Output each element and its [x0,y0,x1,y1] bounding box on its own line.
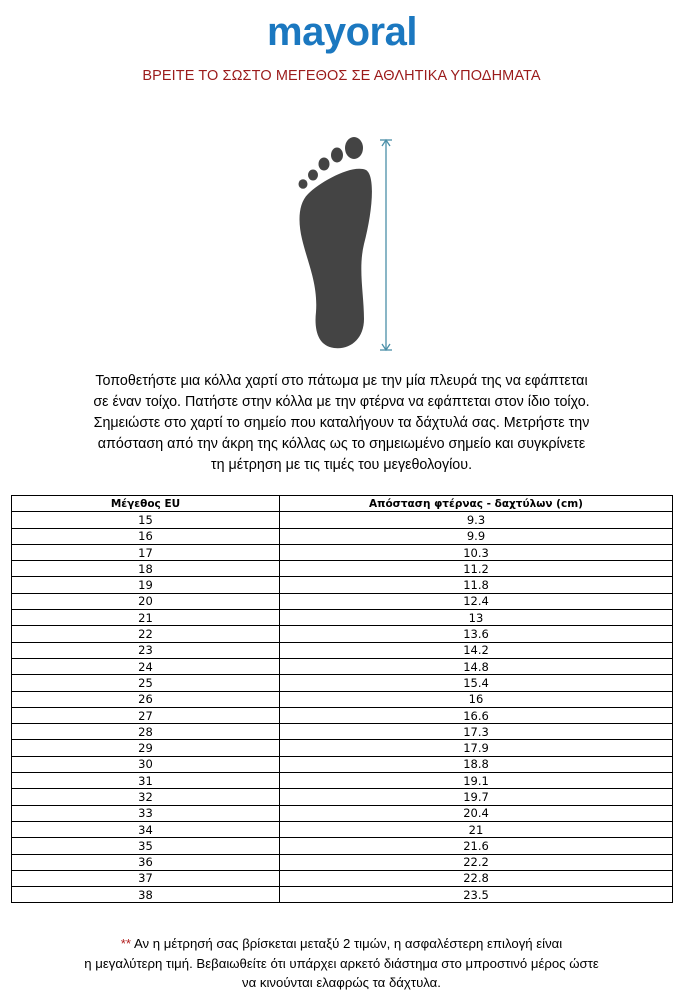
instruction-line: Τοποθετήστε μια κόλλα χαρτί στο πάτωμα με την μία πλευρά της να εφάπτεται [95,373,588,389]
cell-eu-size: 26 [12,691,280,707]
cell-eu-size: 33 [12,805,280,821]
table-row [12,740,673,756]
cell-length: 12.4 [280,593,673,609]
cell-eu-size: 15 [12,512,280,528]
cell-eu-size: 25 [12,675,280,691]
table-row [12,707,673,723]
cell-eu-size: 29 [12,740,280,756]
table-row [12,577,673,593]
table-row [12,691,673,707]
instructions-text [58,371,625,476]
cell-eu-size: 31 [12,773,280,789]
cell-length: 19.7 [280,789,673,805]
footnote-line-1: Αν η μέτρησή σας βρίσκεται μεταξύ 2 τιμών, η ασφαλέστερη επιλογή είναι [133,936,563,951]
cell-length: 23.5 [280,887,673,903]
cell-length: 14.8 [280,658,673,674]
cell-length: 9.3 [280,512,673,528]
table-row [12,805,673,821]
header-eu-size: Μέγεθος EU [12,496,280,512]
footnote-line-3: να κινούνται ελαφρώς τα δάχτυλα. [242,975,441,990]
instruction-line: Σημειώστε στο χαρτί το σημείο που καταλήγουν τα δάχτυλά σας. Μετρήστε την [93,415,590,431]
cell-length: 21 [280,821,673,837]
cell-eu-size: 28 [12,724,280,740]
cell-eu-size: 18 [12,561,280,577]
cell-eu-size: 23 [12,642,280,658]
brand-name: mayoral [267,10,417,54]
header-length: Απόσταση φτέρνας - δαχτύλων (cm) [280,496,673,512]
cell-length: 19.1 [280,773,673,789]
cell-length: 11.8 [280,577,673,593]
cell-eu-size: 24 [12,658,280,674]
table-row [12,675,673,691]
table-row [12,642,673,658]
cell-length: 14.2 [280,642,673,658]
cell-eu-size: 21 [12,610,280,626]
cell-length: 13.6 [280,626,673,642]
table-row [12,626,673,642]
instruction-line: τη μέτρηση με τις τιμές του μεγεθολογίου. [210,457,473,473]
cell-eu-size: 36 [12,854,280,870]
page-title: ΒΡΕΙΤΕ ΤΟ ΣΩΣΤΟ ΜΕΓΕΘΟΣ ΣΕ ΑΘΛΗΤΙΚΑ ΥΠΟΔΗΜΑΤΑ [142,68,541,84]
table-row [12,658,673,674]
cell-length: 17.9 [280,740,673,756]
footnote-stars: ** [120,936,131,951]
table-row [12,610,673,626]
footnote [0,934,683,993]
mayoral-logo [0,6,683,56]
foot-icon [299,137,372,348]
cell-length: 20.4 [280,805,673,821]
instruction-line: σε έναν τοίχο. Πατήστε στην κόλλα με την φτέρνα να εφάπτεται στον ίδιο τοίχο. [93,394,590,410]
table-row [12,838,673,854]
table-header-row [12,496,673,512]
cell-eu-size: 19 [12,577,280,593]
cell-length: 22.2 [280,854,673,870]
cell-eu-size: 38 [12,887,280,903]
cell-eu-size: 22 [12,626,280,642]
cell-length: 10.3 [280,544,673,560]
table-row [12,724,673,740]
cell-length: 21.6 [280,838,673,854]
cell-eu-size: 30 [12,756,280,772]
table-row [12,887,673,903]
cell-length: 16.6 [280,707,673,723]
footnote-line-2: η μεγαλύτερη τιμή. Βεβαιωθείτε ότι υπάρχει αρκετό διάστημα στο μπροστινό μέρος ώστε [84,955,599,971]
cell-eu-size: 35 [12,838,280,854]
table-row [12,593,673,609]
cell-length: 13 [280,610,673,626]
cell-length: 17.3 [280,724,673,740]
cell-length: 15.4 [280,675,673,691]
cell-eu-size: 27 [12,707,280,723]
table-row [12,756,673,772]
table-row [12,561,673,577]
instruction-line: απόσταση από την άκρη της κόλλας ως το σημειωμένο σημείο και συγκρίνετε [97,436,586,452]
table-row [12,544,673,560]
cell-length: 11.2 [280,561,673,577]
cell-eu-size: 20 [12,593,280,609]
cell-eu-size: 16 [12,528,280,544]
cell-length: 22.8 [280,870,673,886]
cell-eu-size: 34 [12,821,280,837]
cell-eu-size: 17 [12,544,280,560]
table-row [12,773,673,789]
cell-length: 16 [280,691,673,707]
cell-length: 9.9 [280,528,673,544]
table-row [12,789,673,805]
table-row [12,870,673,886]
table-row [12,528,673,544]
foot-illustration [290,134,400,356]
cell-eu-size: 37 [12,870,280,886]
table-row [12,854,673,870]
cell-eu-size: 32 [12,789,280,805]
table-row [12,512,673,528]
size-table [11,495,673,903]
table-row [12,821,673,837]
ruler-arrow-icon [380,140,392,350]
cell-length: 18.8 [280,756,673,772]
